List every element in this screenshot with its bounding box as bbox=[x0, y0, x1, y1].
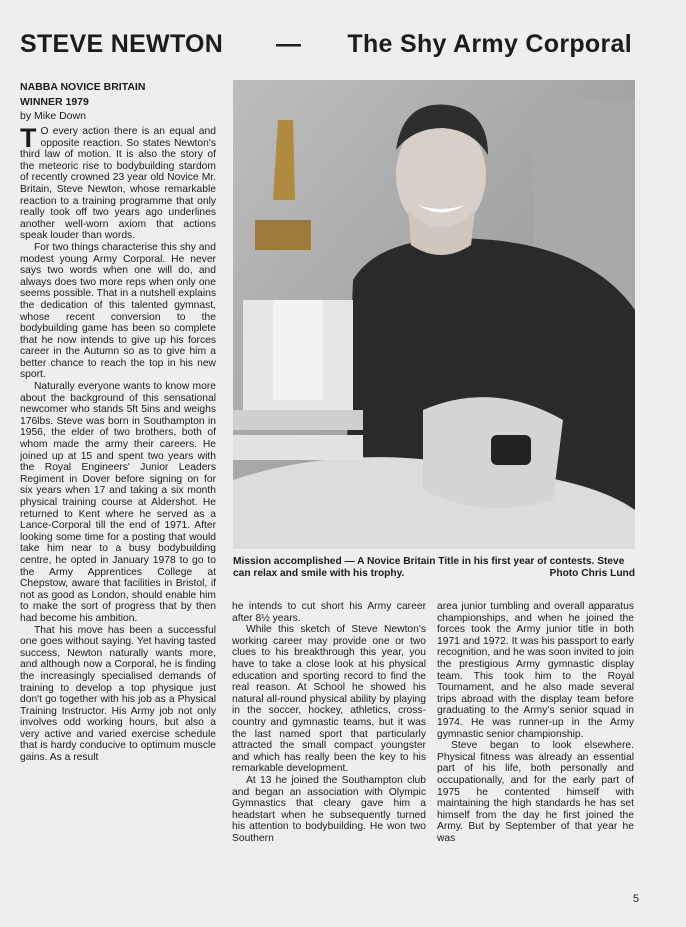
article-column-1 bbox=[20, 126, 216, 896]
caption-text: Mission accomplished — A Novice Britain Title in his first year of contests. Steve can relax and smile with his trophy. bbox=[233, 556, 625, 579]
paragraph-text: O every action there is an equal and opposite reaction. So states Newton's third law of motion. It is also the story of the meteoric rise to bodybuilding stardom of recently crowned 23 year old Novice Mr. Britain, Steve Newton, whose remarkable reaction to a training programme that only really took off two years ago underlines another well-worn axiom that actions speak louder than words. bbox=[20, 126, 216, 242]
paragraph: That his move has been a successful one goes without saying. Yet having tasted success, Newton naturally wants more, and although now a Corporal, he is finding the increasingly specialised demands of training to develop a top physique just don't go together with his job as a Physical Training Instructor. His Army job not only involves odd working hours, but also a very active and varied exercise schedule that is hardy conducive to optimum muscle gains. As a result bbox=[20, 624, 216, 764]
headline-dash: — bbox=[276, 30, 302, 58]
paragraph: Steve began to look elsewhere. Physical fitness was already an essential part of his life, both personally and occupationally, and for the early part of 1975 he contented himself with maintaining the high standards he has set himself from the day he first joined the Army. But by September of that year he was bbox=[437, 740, 634, 844]
drop-cap: T bbox=[20, 126, 37, 153]
paragraph: While this sketch of Steve Newton's working career may provide one or two clues to his breakthrough this year, you have to take a close look at his physical education and sporting record to find the real reason. At School he showed his natural all-round physical ability by playing in the soccer, hockey, athletics, cross-country and gymnastic teams, but it was the last named sport that particularly attracted the small compact youngster and which has really been the key to his remarkable development. bbox=[232, 624, 426, 775]
photo-credit: Photo Chris Lund bbox=[549, 568, 635, 579]
headline bbox=[20, 30, 632, 59]
paragraph bbox=[20, 126, 216, 242]
paragraph: Naturally everyone wants to know more about the background of this sensational newcomer who stands 5ft 5ins and weighs 176lbs. Steve was born in Southampton in 1956, the elder of two brothers, both of whom made the army their careers. He joined up at 15 and spent two years with the Royal Engineers' Junior Leaders Regiment in Dover before signing on for six years when 17 and taking a six month physical training course at Aldershot. He returned to Kent where he served as a Lance-Corporal till the end of 1971. After looking some time for a posting that would take him near to a busy bodybuilding centre, he opted in January 1978 to go to the Army Apprentices College at Chepstow, aware that facilities in Bristol, if not as good as London, should enable him to make the sort of progress that by then had become his ambition. bbox=[20, 381, 216, 624]
kicker bbox=[20, 80, 220, 110]
paragraph: he intends to cut short his Army career after 8½ years. bbox=[232, 601, 426, 624]
kicker-line-2: WINNER 1979 bbox=[20, 96, 89, 108]
paragraph: For two things characterise this shy and modest young Army Corporal. He never says two words when one will do, and always does two more reps when only one seems possible. That in a nutshell explains the dedication of this talented gymnast, whose recent conversion to the bodybuilding game has been so complete that he now intends to give up his forces career in the Autumn so as to give him a better chance to reach the top in his new sport. bbox=[20, 241, 216, 381]
trophy-photo bbox=[233, 80, 635, 549]
paragraph: At 13 he joined the Southampton club and began an association with Olympic Gymnastics that cleary gave him a headstart when he subsequently turned his attention to bodybuilding. He won two Southern bbox=[232, 774, 426, 844]
headline-subtitle: The Shy Army Corporal bbox=[347, 30, 632, 58]
page-number: 5 bbox=[632, 893, 639, 905]
headline-name: STEVE NEWTON bbox=[20, 30, 224, 58]
paragraph: area junior tumbling and overall apparatus championships, and when he joined the forces took the Army junior title in both 1971 and 1972. It was his passport to early recognition, and he was soon invited to join the prestigious Army gymnastic display team. This took him to the Royal Tournament, and he also made several trips abroad with the display team before graduating to the Army's senior squad in 1974. He was runner-up in the Army gymnastic senior championship. bbox=[437, 601, 634, 740]
kicker-line-1: NABBA NOVICE BRITAIN bbox=[20, 81, 146, 93]
article-column-2 bbox=[232, 601, 426, 891]
byline: by Mike Down bbox=[20, 110, 86, 122]
article-column-3 bbox=[437, 601, 634, 891]
photo-caption bbox=[233, 556, 635, 580]
